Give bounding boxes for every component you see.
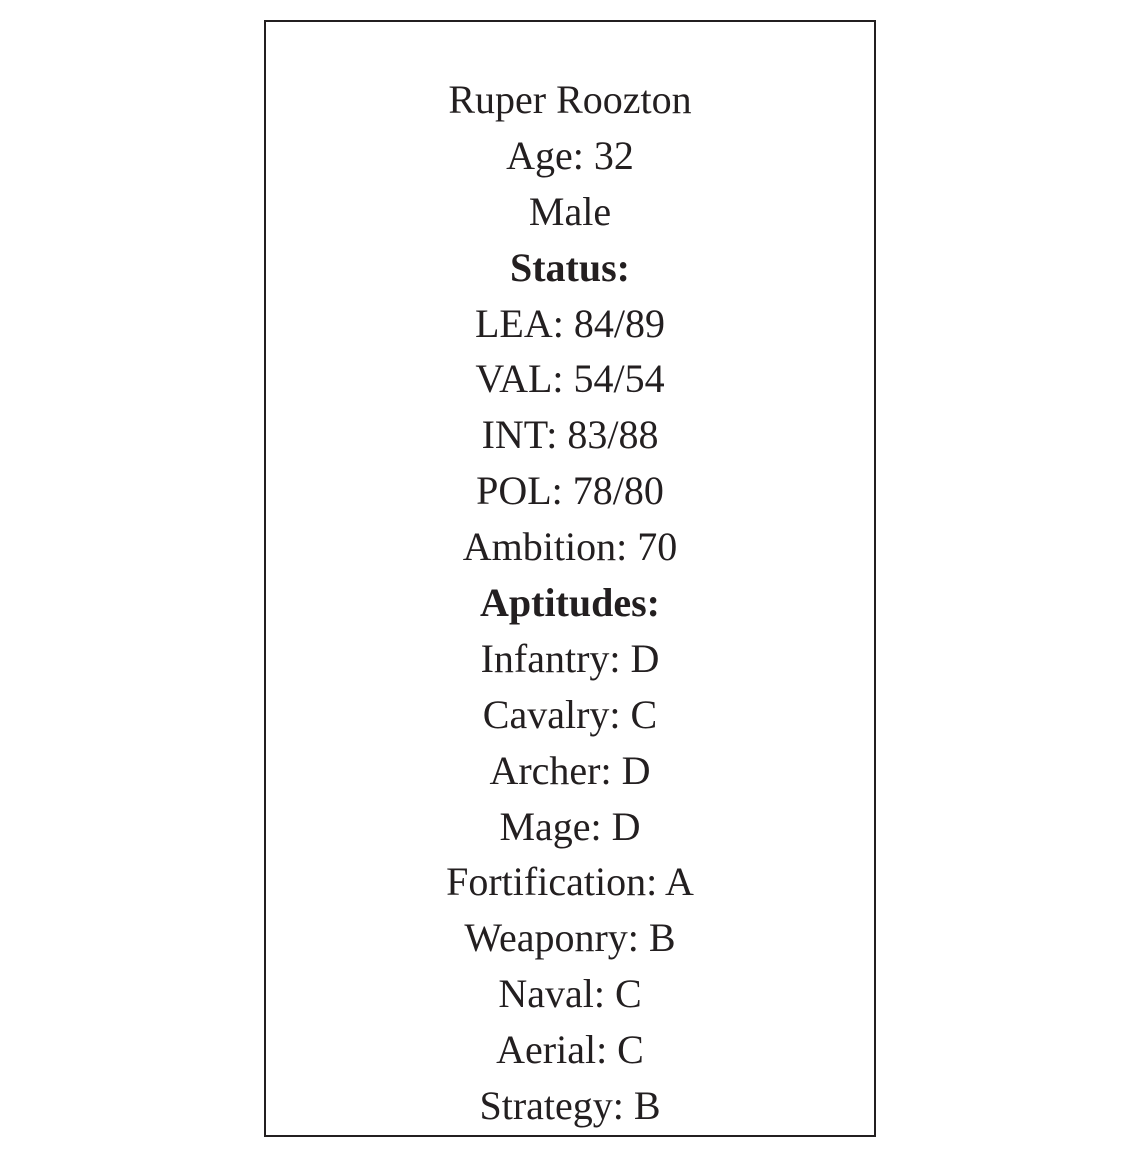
aptitude-naval: Naval: C (498, 971, 642, 1017)
aptitude-strategy: Strategy: B (479, 1083, 661, 1129)
stat-pol: POL: 78/80 (476, 468, 664, 514)
aptitude-fortification: Fortification: A (446, 859, 694, 905)
stat-list (266, 72, 874, 1134)
status-heading: Status: (509, 244, 631, 290)
stat-int: INT: 83/88 (481, 412, 659, 458)
stat-ambition: Ambition: 70 (462, 524, 678, 570)
character-gender: Male (528, 188, 612, 234)
aptitude-infantry: Infantry: D (480, 635, 660, 681)
character-age: Age: 32 (506, 132, 634, 178)
aptitude-archer: Archer: D (489, 747, 651, 793)
aptitude-aerial: Aerial: C (496, 1027, 644, 1073)
character-name: Ruper Roozton (448, 77, 692, 122)
stat-val: VAL: 54/54 (475, 356, 665, 402)
aptitude-mage: Mage: D (499, 803, 641, 849)
stat-lea: LEA: 84/89 (475, 300, 665, 346)
aptitude-cavalry: Cavalry: C (482, 691, 658, 737)
aptitude-weaponry: Weaponry: B (464, 915, 676, 961)
character-stat-card (264, 20, 876, 1137)
aptitudes-heading: Aptitudes: (479, 580, 661, 626)
